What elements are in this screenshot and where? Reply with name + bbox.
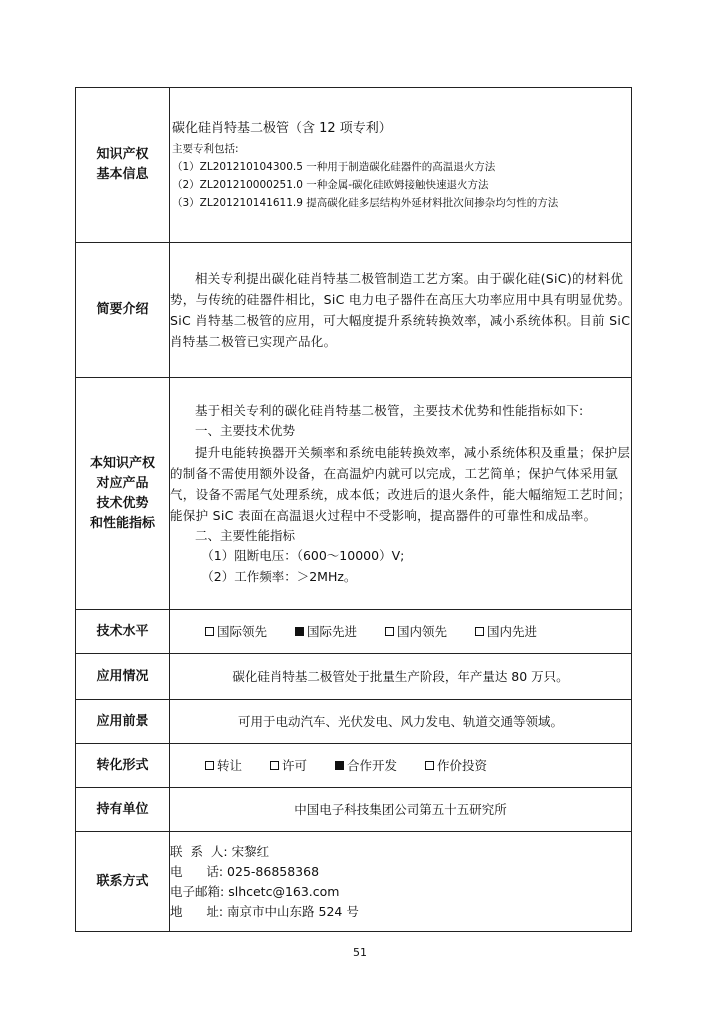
prospect-text: 可用于电动汽车、光伏发电、风力发电、轨道交通等领域。 [170, 700, 632, 744]
checkbox-icon [205, 627, 214, 636]
contact-address-label: 地 址: [170, 903, 224, 919]
contact-person [170, 842, 631, 862]
option-transfer[interactable] [205, 756, 242, 776]
page-number: 51 [353, 946, 367, 959]
option-tech-level[interactable] [475, 622, 537, 642]
row-transfer [76, 744, 632, 788]
option-transfer[interactable] [270, 756, 307, 776]
advantages-content [170, 378, 632, 610]
contact-address-value: 南京市中山东路 524 号 [227, 903, 359, 919]
label-advantages [76, 378, 170, 610]
row-contact [76, 832, 632, 932]
option-label: 合作开发 [347, 757, 398, 773]
row-advantages [76, 378, 632, 610]
label-ip-info-line1: 知识产权 [96, 147, 149, 162]
row-tech-level [76, 610, 632, 654]
contact-phone [170, 862, 631, 882]
metric-item: （2）工作频率：＞2MHz。 [201, 568, 357, 584]
checkbox-icon [425, 761, 434, 770]
section-heading: 一、主要技术优势 [195, 423, 296, 438]
label-holder: 持有单位 [76, 788, 170, 832]
option-transfer[interactable] [335, 756, 397, 776]
label-contact: 联系方式 [76, 832, 170, 932]
patent-intro: 主要专利包括: [172, 143, 239, 155]
checkbox-icon [475, 627, 484, 636]
checkbox-icon [205, 761, 214, 770]
patent-group-title: 碳化硅肖特基二极管（含 12 项专利） [172, 121, 392, 136]
option-label: 国际领先 [217, 623, 268, 639]
label-summary: 简要介绍 [76, 243, 170, 378]
advantages-text: 提升电能转换器开关频率和系统电能转换效率，减小系统体积及重量；保护层的制备不需使用额外设备，在高温炉内就可以完成，工艺简单；保护气体采用氩气，设备不需尾气处理系统，成本低；改进后的退火条件，能大幅缩短工艺时间；能保护 SiC 表面在高温退火过程中不受影响，提高器件的可靠性和成品率。 [170, 444, 631, 523]
option-tech-level[interactable] [295, 622, 357, 642]
tech-level-options [170, 610, 632, 654]
application-text: 碳化硅肖特基二极管处于批量生产阶段，年产量达 80 万只。 [170, 654, 632, 700]
label-tech-level: 技术水平 [76, 610, 170, 654]
summary-content [170, 243, 632, 378]
contact-email [170, 882, 631, 902]
contact-phone-value: 025-86858368 [227, 863, 320, 879]
row-application [76, 654, 632, 700]
metric-item: （1）阻断电压：（600～10000）V; [201, 548, 405, 563]
ip-info-content [170, 88, 632, 243]
option-label: 作价投资 [437, 757, 488, 773]
advantages-intro: 基于相关专利的碳化硅肖特基二极管，主要技术优势和性能指标如下: [195, 403, 584, 418]
contact-phone-label: 电 话: [170, 863, 224, 879]
row-holder [76, 788, 632, 832]
contact-email-label: 电子邮箱: [170, 883, 225, 899]
patent-item: （1）ZL201210104300.5 一种用于制造碳化硅器件的高温退火方法 [172, 161, 496, 173]
option-transfer[interactable] [425, 756, 487, 776]
holder-text: 中国电子科技集团公司第五十五研究所 [170, 788, 632, 832]
label-prospect: 应用前景 [76, 700, 170, 744]
checkbox-checked-icon [335, 761, 344, 770]
summary-text: 相关专利提出碳化硅肖特基二极管制造工艺方案。由于碳化硅(SiC)的材料优势，与传统的硅器件相比，SiC 电力电子器件在高压大功率应用中具有明显优势。SiC 肖特基二极管的应用，可大幅度提升系统转换效率，减小系统体积。目前 SiC 肖特基二极管已实现产品化。 [170, 271, 631, 349]
ip-info-table [75, 87, 632, 932]
contact-content [170, 832, 632, 932]
contact-person-label: 联 系 人: [170, 843, 228, 859]
option-label: 国内领先 [397, 623, 448, 639]
option-tech-level[interactable] [385, 622, 447, 642]
label-transfer: 转化形式 [76, 744, 170, 788]
label-adv-line3: 技术优势 [96, 495, 149, 511]
transfer-options [170, 744, 632, 788]
checkbox-icon [385, 627, 394, 636]
row-summary [76, 243, 632, 378]
label-ip-info-line2: 基本信息 [96, 167, 149, 182]
label-ip-info [76, 88, 170, 243]
contact-address [170, 902, 631, 922]
option-label: 国际先进 [307, 623, 358, 639]
contact-email-value[interactable]: slhcetc@163.com [228, 883, 340, 899]
label-application: 应用情况 [76, 654, 170, 700]
option-tech-level[interactable] [205, 622, 267, 642]
checkbox-checked-icon [295, 627, 304, 636]
patent-item: （3）ZL201210141611.9 提高碳化硅多层结构外延材料批次间掺杂均匀性的方法 [172, 197, 559, 209]
section-heading: 二、主要性能指标 [195, 527, 296, 543]
row-ip-info [76, 88, 632, 243]
label-adv-line1: 本知识产权 [89, 455, 155, 471]
label-adv-line2: 对应产品 [96, 475, 149, 491]
option-label: 国内先进 [487, 623, 538, 639]
option-label: 许可 [282, 757, 308, 773]
label-adv-line4: 和性能指标 [89, 515, 155, 531]
checkbox-icon [270, 761, 279, 770]
patent-item: （2）ZL201210000251.0 一种金属-碳化硅欧姆接触快速退火方法 [172, 179, 489, 191]
row-prospect [76, 700, 632, 744]
option-label: 转让 [217, 757, 243, 773]
contact-person-value: 宋黎红 [231, 843, 270, 859]
